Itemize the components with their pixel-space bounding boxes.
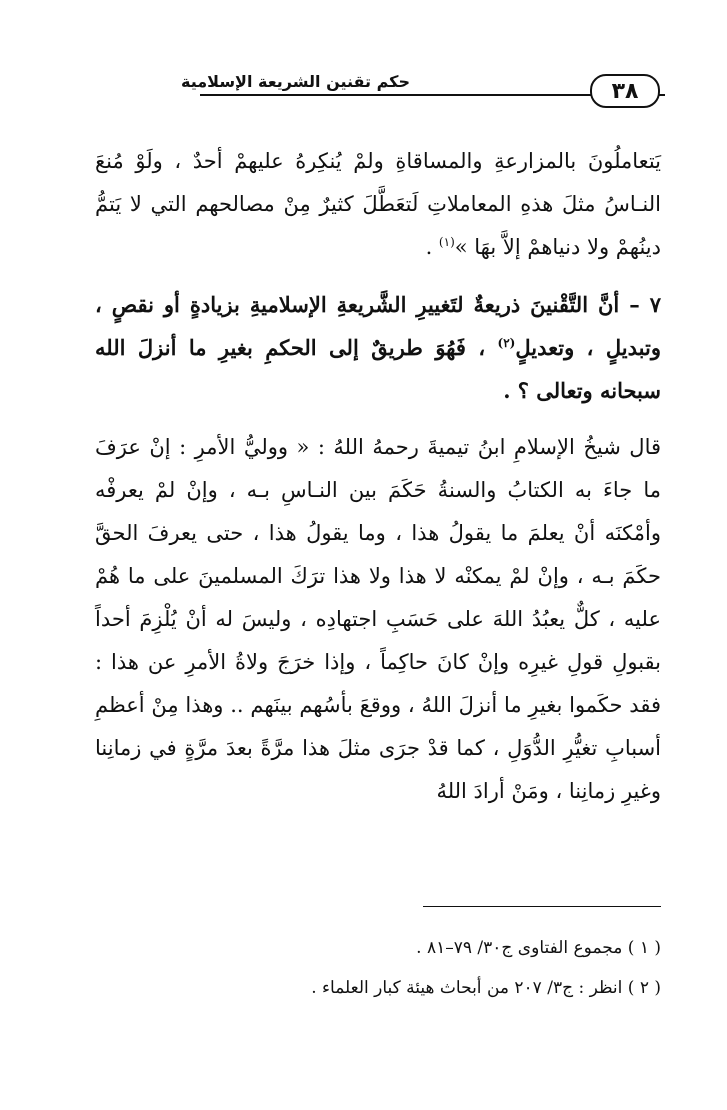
page-header xyxy=(100,64,660,114)
footnote-separator xyxy=(423,906,661,907)
paragraph-1 xyxy=(95,140,661,269)
footnote-ref-1: (١) xyxy=(438,235,455,249)
footnote-1: ( ١ ) مجموع الفتاوى ج٣٠/ ٧٩–٨١ . xyxy=(416,938,661,958)
footnote-ref-2: (٢) xyxy=(497,336,516,350)
footnote-2: ( ٢ ) انظر : ج٣/ ٢٠٧ من أبحاث هيئة كبار العلماء . xyxy=(311,978,661,998)
body-text xyxy=(95,140,661,827)
footnotes xyxy=(95,928,661,1008)
paragraph-2-text: ٧ – أنَّ التَّقْنينَ ذريعةٌ لتَغييرِ الشَّريعةِ الإسلاميةِ بزيادةٍ أو نقصٍ ، وتبديلٍ ، وتعديلٍ xyxy=(95,292,661,360)
paragraph-3-text: قال شيخُ الإسلامِ ابنُ تيميةَ رحمهُ اللهُ : « ووليُّ الأمرِ : إنْ عرَفَ ما جاءَ به الكتابُ والسنةُ حَكَمَ بين النـاسِ بـه ، وإنْ لمْ يعرفْه وأمْكنَه أنْ يعلمَ ما يقولُ هذا ، وما يقولُ هذا ، حتى يعرفَ الحقَّ حكَمَ بـه ، وإنْ لمْ يمكنْه لا هذا ولا هذا ترَكَ المسلمينَ على ما هُمْ عليه ، كلٌّ يعبُدُ اللهَ على حَسَبِ اجتهادِه ، وليسَ له أنْ يُلْزِمَ أحداً بقبولِ قولِ غيرِه وإنْ كانَ حاكِماً ، وإذا خرَجَ ولاةُ الأمرِ عن هذا : فقد حكَموا بغيرِ ما أنزلَ اللهُ ، ووقعَ بأسُهم بينَهم .. وهذا مِنْ أعظمِ أسبابِ تغيُّرِ الدُّوَلِ ، كما قدْ جرَى مثلَ هذا مرَّةً بعدَ مرَّةٍ في زمانِنا وغيرِ زمانِنا ، ومَنْ أرادَ اللهُ xyxy=(95,435,661,803)
paragraph-3 xyxy=(95,426,661,813)
page-number: ٣٨ xyxy=(590,74,660,108)
paragraph-2 xyxy=(95,283,661,412)
paragraph-1-text: يَتعاملُونَ بالمزارعةِ والمساقاةِ ولمْ يُنكِرهُ عليهمْ أحدٌ ، ولَوْ مُنعَ النـاسُ مثلَ هذهِ المعاملاتِ لَتعَطَّلَ كثيرٌ مِنْ مصالحهم التي لا يَتمُّ دينُهمْ ولا دنياهمْ إلاَّ بهَا » xyxy=(95,149,661,259)
paragraph-2-end: ، فَهُوَ طريقٌ إلى الحكمِ بغيرِ ما أنزلَ الله سبحانه وتعالى ؟ . xyxy=(95,335,661,403)
running-title: حكم تقنين الشريعة الإسلامية xyxy=(181,72,410,91)
paragraph-1-end: . xyxy=(425,235,439,259)
